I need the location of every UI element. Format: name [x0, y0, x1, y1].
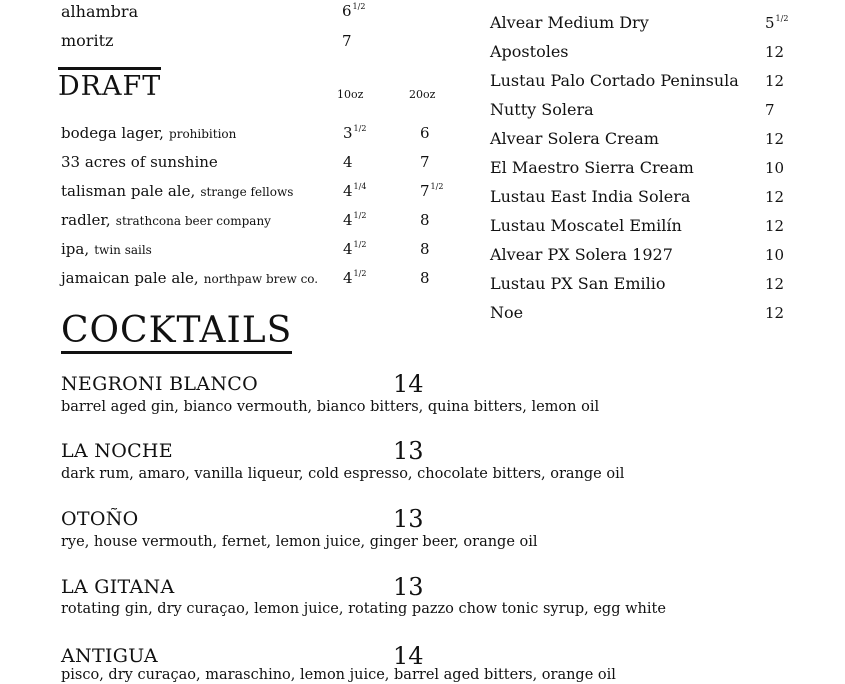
sherry-name: Lustau Palo Cortado Peninsula — [490, 71, 739, 90]
cocktail-description: rotating gin, dry curaçao, lemon juice, rotating pazzo chow tonic syrup, egg white — [61, 601, 666, 617]
cocktail-description: rye, house vermouth, fernet, lemon juice, ginger beer, orange oil — [61, 534, 538, 550]
cocktail-description: pisco, dry curaçao, maraschino, lemon juice, barrel aged bitters, orange oil — [61, 667, 616, 683]
sherry-price: 7 — [765, 101, 775, 119]
draft-item: talisman pale ale, strange fellows — [61, 182, 294, 200]
sherry-price: 10 — [765, 246, 785, 264]
beer-name: alhambra — [61, 2, 139, 21]
cocktail-price: 14 — [393, 642, 424, 670]
draft-price-20oz: 6 — [420, 124, 430, 142]
cocktail-price: 13 — [393, 505, 424, 533]
draft-item: bodega lager, prohibition — [61, 124, 237, 142]
size-20oz-label: 20oz — [409, 88, 436, 101]
draft-price-10oz: $4^{1/4}$ — [343, 182, 367, 200]
draft-item: 33 acres of sunshine — [61, 153, 218, 171]
cocktail-description: barrel aged gin, bianco vermouth, bianco bitters, quina bitters, lemon oil — [61, 399, 600, 415]
beer-price: $6^{1/2}$ — [342, 2, 366, 20]
draft-price-20oz: 8 — [420, 240, 430, 258]
sherry-price: $5^{1/2}$ — [765, 14, 789, 32]
draft-price-10oz: $3^{1/2}$ — [343, 124, 367, 142]
sherry-name: El Maestro Sierra Cream — [490, 158, 694, 177]
beer-price: 7 — [342, 32, 352, 50]
sherry-name: Alvear PX Solera 1927 — [490, 245, 673, 264]
cocktail-name: LA GITANA — [61, 576, 175, 598]
size-10oz-label: 10oz — [337, 88, 364, 101]
sherry-name: Alvear Medium Dry — [490, 13, 649, 32]
sherry-price: 12 — [765, 217, 785, 235]
draft-price-20oz: 8 — [420, 211, 430, 229]
draft-item: ipa, twin sails — [61, 240, 152, 258]
sherry-name: Lustau East India Solera — [490, 187, 691, 206]
draft-price-10oz: $4^{1/2}$ — [343, 211, 367, 229]
draft-price-10oz: $4^{1/2}$ — [343, 240, 367, 258]
sherry-name: Lustau PX San Emilio — [490, 274, 666, 293]
sherry-price: 12 — [765, 188, 785, 206]
draft-item: radler, strathcona beer company — [61, 211, 271, 229]
sherry-name: Noe — [490, 303, 524, 322]
draft-item: jamaican pale ale, northpaw brew co. — [61, 269, 319, 287]
cocktail-price: 13 — [393, 573, 424, 601]
sherry-price: 12 — [765, 43, 785, 61]
sherry-price: 12 — [765, 72, 785, 90]
cocktail-price: 14 — [393, 370, 424, 398]
draft-heading: DRAFT — [58, 67, 161, 102]
draft-price-20oz: 8 — [420, 269, 430, 287]
cocktail-name: NEGRONI BLANCO — [61, 373, 258, 395]
beer-name: moritz — [61, 31, 114, 50]
sherry-name: Alvear Solera Cream — [490, 129, 659, 148]
sherry-name: Apostoles — [490, 42, 569, 61]
cocktail-price: 13 — [393, 437, 424, 465]
sherry-price: 12 — [765, 304, 785, 322]
cocktail-description: dark rum, amaro, vanilla liqueur, cold espresso, chocolate bitters, orange oil — [61, 466, 625, 482]
sherry-price: 12 — [765, 130, 785, 148]
draft-price-20oz: 7 — [420, 153, 430, 171]
draft-price-20oz: $7^{1/2}$ — [420, 182, 444, 200]
sherry-name: Nutty Solera — [490, 100, 594, 119]
sherry-price: 10 — [765, 159, 785, 177]
cocktail-name: ANTIGUA — [61, 645, 158, 667]
cocktails-heading: COCKTAILS — [61, 311, 292, 354]
draft-price-10oz: 4 — [343, 153, 353, 171]
cocktail-name: LA NOCHE — [61, 440, 173, 462]
sherry-name: Lustau Moscatel Emilín — [490, 216, 682, 235]
draft-price-10oz: $4^{1/2}$ — [343, 269, 367, 287]
sherry-price: 12 — [765, 275, 785, 293]
cocktail-name: OTOÑO — [61, 508, 139, 530]
